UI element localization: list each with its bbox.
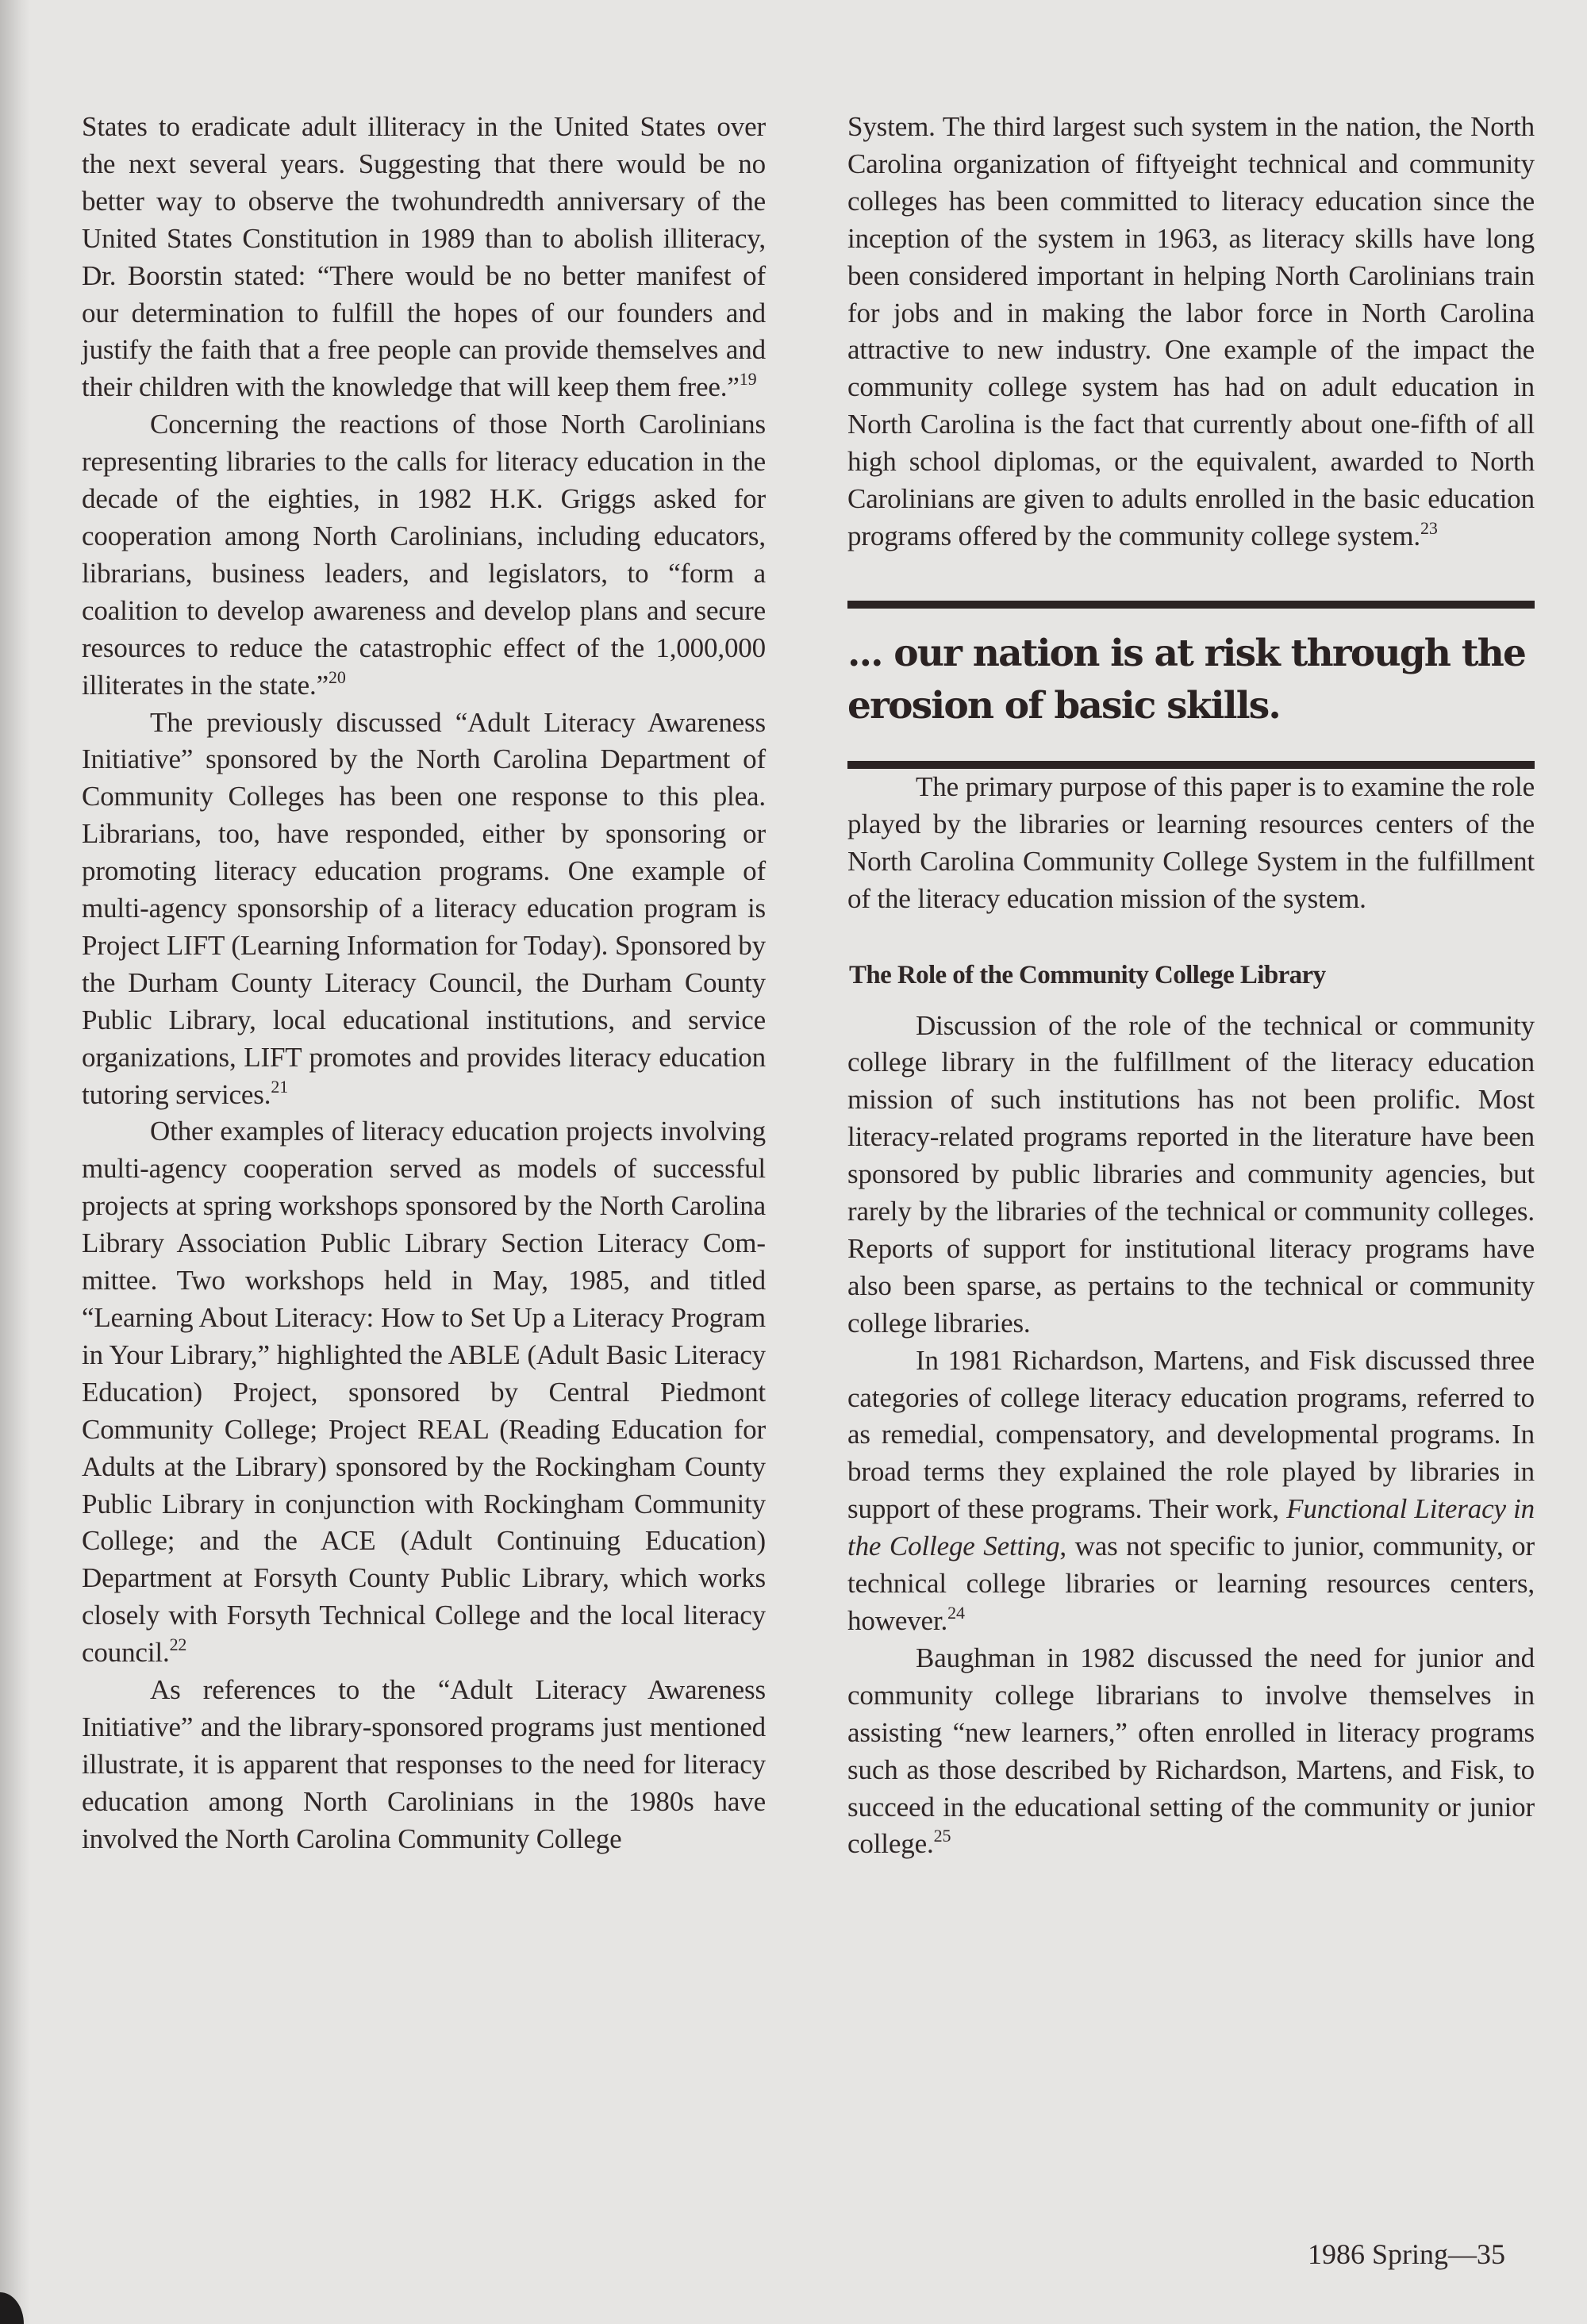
paragraph-text: Other examples of literacy education projects involving multi-agency cooperation served as models of successful projects at spring workshops sponsored by the North Carolina Library Association Public Library Section Literacy Committee. Two workshops held in May, 1985, and titled “Learning About Literacy: How to Set Up a Literacy Program in Your Library,” highlighted the ABLE (Adult Basic Literacy Education) Project, sponsored by Central Piedmont Community College; Project REAL (Reading Education for Adults at the Library) sponsored by the Rockingham County Public Library in conjunction with Rockingham Community College; and the ACE (Adult Continuing Education) Department at Forsyth County Public Library, which works closely with Forsyth Technical College and the local literacy council. xyxy=(82,1116,766,1669)
footnote-ref: 25 xyxy=(933,1826,951,1846)
footnote-ref: 19 xyxy=(739,369,757,390)
body-paragraph xyxy=(82,1672,766,1858)
pull-quote-text: ... our nation is at risk through the erosion of basic skills. xyxy=(847,631,1526,728)
pull-quote-top-rule xyxy=(847,601,1535,609)
left-column xyxy=(82,109,766,1858)
footnote-ref: 22 xyxy=(169,1634,187,1655)
paragraph-text: , was not specific to junior, community, or technical college libraries or learning resources centers, however. xyxy=(847,1531,1535,1636)
footnote-ref: 20 xyxy=(328,666,346,687)
body-paragraph xyxy=(847,1008,1535,1343)
paragraph-text: Baughman in 1982 discussed the need for junior and community college librarians to involve themselves in assisting “new learners,” often enrolled in literacy programs such as those described by Richardson, Martens, and Fisk, to succeed in the educational setting of the community or junior college. xyxy=(847,1642,1535,1860)
body-paragraph xyxy=(82,109,766,406)
right-column xyxy=(847,109,1535,1863)
paragraph-text: Discussion of the role of the technical or community college library in the fulfillment of the literacy education mission of such institutions has not been prolific. Most literacy-related programs reported in the literature have been sponsored by public libraries and community agencies, but rarely by the libraries of the technical or community colleges. Reports of support for institutional literacy programs have also been sparse, as pertains to the technical or community college libraries. xyxy=(847,1009,1535,1339)
paragraph-text: The primary purpose of this paper is to examine the role played by the libraries or learning resources centers of the North Carolina Community College System in the fulfillment of the literacy education mission of the system. xyxy=(847,770,1535,914)
pull-quote-bottom-rule xyxy=(847,761,1535,769)
body-paragraph xyxy=(82,1113,766,1672)
paragraph-text: Concerning the reactions of those North Carolinians representing libraries to the calls for literacy education in the decade of the eighties, in 1982 H.K. Griggs asked for cooperation among North Carolinians, including educators, librarians, business leaders, and legislators, to “form a coalition to develop awareness and develop plans and secure resources to reduce the catastrophic effect of the 1,000,000 illiterates in the state.” xyxy=(82,409,766,701)
page-gutter-shadow xyxy=(0,0,30,2324)
paragraph-text: The previously discussed “Adult Literacy Awareness Initiative” sponsored by the North Carolina Department of Community Colleges has been one response to this plea. Librarians, too, have responded, either by sponsoring or promoting literacy education programs. One example of multi-agency sponsorship of a literacy education program is Project LIFT (Learning Information for Today). Sponsored by the Durham County Literacy Council, the Durham County Public Library, local educational institutions, and service organizations, LIFT promotes and provides literacy education tutoring services. xyxy=(82,706,766,1110)
paragraph-text: System. The third largest such system in the nation, the North Carolina organization of fiftyeight technical and community colleges has been committed to literacy education since the inception of the system in 1963, as literacy skills have long been considered important in helping North Carolinians train for jobs and in making the labor force in North Carolina attractive to new industry. One example of the impact the community college system has had on adult education in North Carolina is the fact that currently about one-fifth of all high school diplomas, or the equivalent, awarded to North Carolinians are given to adults enrolled in the basic education programs offered by the community college system. xyxy=(847,111,1535,551)
body-paragraph xyxy=(847,1343,1535,1640)
footnote-ref: 21 xyxy=(271,1076,289,1097)
paragraph-text: As references to the “Adult Literacy Awareness Initiative” and the library-sponsored programs just mentioned illustrate, it is apparent that responses to the need for literacy education among North Carolinians in the 1980s have involved the North Carolina Community College xyxy=(82,1674,766,1854)
book-title: Functional Literacy in the College Setting xyxy=(847,1493,1535,1562)
footnote-ref: 24 xyxy=(947,1603,965,1623)
section-heading: The Role of the Community College Library xyxy=(849,960,1326,989)
footnote-ref: 23 xyxy=(1420,517,1438,538)
body-paragraph xyxy=(847,769,1535,918)
body-paragraph xyxy=(847,109,1535,555)
paragraph-text: States to eradicate adult illiteracy in the United States over the next several years. Suggesting that there would be no better way to observe the twohundredth anniversary of the United States Constitution in 1989 than to abolish illiteracy, Dr. Boorstin stated: “There would be no better manifest of our determination to fulfill the hopes of our founders and justify the faith that a free people can provide themselves and their children with the knowledge that will keep them free.” xyxy=(82,111,766,403)
body-paragraph xyxy=(847,1640,1535,1863)
paragraph-text: In 1981 Richardson, Martens, and Fisk discussed three categories of college literacy education programs, referred to as remedial, compensatory, and developmental programs. In broad terms they explained the role played by libraries in support of these programs. Their work, xyxy=(847,1344,1535,1525)
body-paragraph xyxy=(82,705,766,1114)
page-number-footer: 1986 Spring—35 xyxy=(1308,2238,1506,2270)
body-paragraph xyxy=(82,406,766,704)
pull-quote xyxy=(847,601,1535,769)
